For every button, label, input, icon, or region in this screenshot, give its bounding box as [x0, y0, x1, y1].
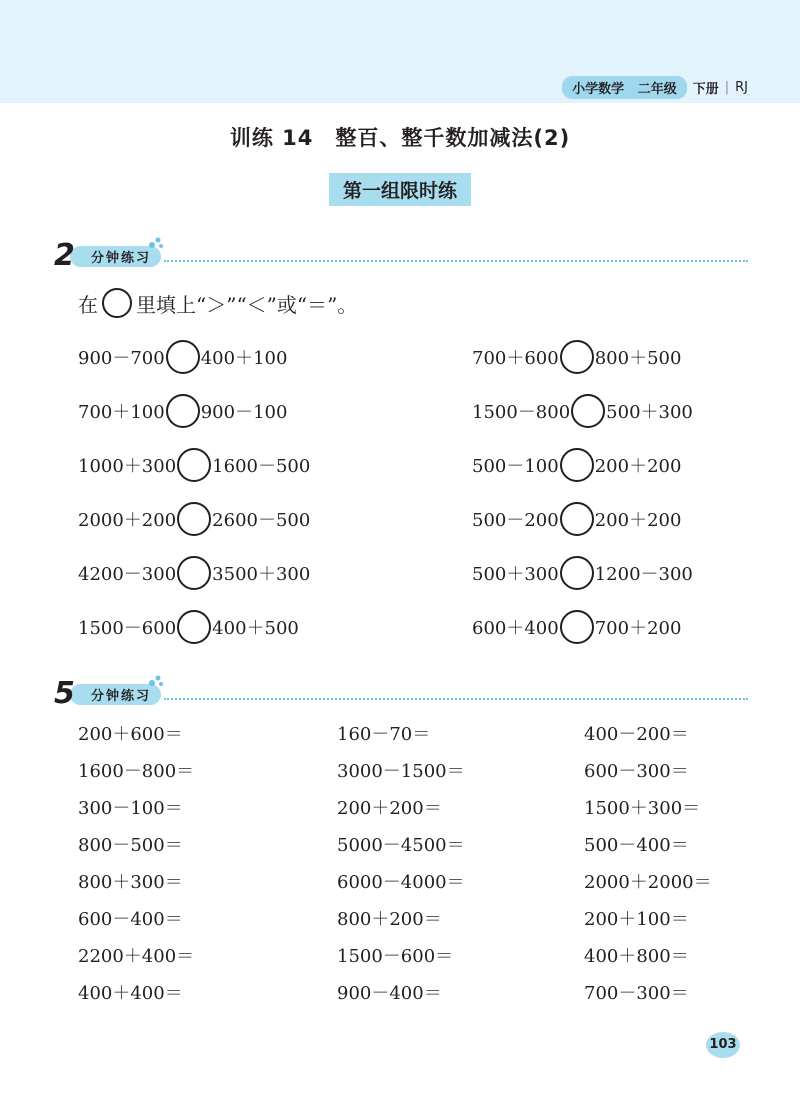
calc-item: 300－100＝ [78, 798, 183, 819]
answer-circle[interactable] [177, 610, 211, 644]
compare-right-expr: 1200－300 [594, 564, 693, 585]
compare-item [78, 448, 310, 482]
compare-right-expr: 400＋100 [200, 348, 288, 369]
calc-item: 2200＋400＝ [78, 946, 195, 967]
compare-item [472, 448, 681, 482]
calc-item: 600－400＝ [78, 909, 183, 930]
compare-left-expr: 500＋300 [472, 564, 559, 585]
calc-item: 900－400＝ [337, 983, 442, 1004]
calc-item: 3000－1500＝ [337, 761, 465, 782]
calc-item: 800＋200＝ [337, 909, 442, 930]
compare-right-expr: 900－100 [200, 402, 288, 423]
compare-right-expr: 500＋300 [606, 402, 693, 423]
compare-left-expr: 2000＋200 [78, 510, 177, 531]
subject-grade-pill [562, 76, 687, 99]
answer-circle[interactable] [560, 448, 594, 482]
calc-item: 400－200＝ [584, 724, 689, 745]
section-2-dotted-rule [164, 698, 748, 700]
page-number: 103 [706, 1032, 740, 1058]
compare-item [472, 502, 681, 536]
blank-circle-icon [102, 288, 132, 318]
edition-label: RJ [735, 80, 748, 95]
section-1-header [54, 238, 748, 274]
calc-item: 400＋800＝ [584, 946, 689, 967]
answer-circle[interactable] [166, 394, 200, 428]
compare-left-expr: 600＋400 [472, 618, 559, 639]
calc-item: 1500－600＝ [337, 946, 454, 967]
calc-item: 600－300＝ [584, 761, 689, 782]
section-2-label: 分钟练习 [91, 689, 152, 704]
splash-icon [148, 236, 164, 250]
grade-label: 二年级 [637, 82, 677, 97]
splash-icon [148, 674, 164, 688]
calc-item: 700－300＝ [584, 983, 689, 1004]
compare-right-expr: 700＋200 [594, 618, 682, 639]
compare-right-expr: 2600－500 [212, 510, 311, 531]
volume-label: 下册 [692, 82, 719, 97]
answer-circle[interactable] [166, 340, 200, 374]
compare-right-expr: 1600－500 [212, 456, 311, 477]
compare-right-expr: 800＋500 [594, 348, 682, 369]
page-subtitle: 第一组限时练 [329, 173, 471, 206]
compare-item [78, 502, 310, 536]
section-1-dotted-rule [164, 260, 748, 262]
compare-left-expr: 1000＋300 [78, 456, 177, 477]
compare-left-expr: 700＋600 [472, 348, 559, 369]
compare-left-expr: 500－100 [472, 456, 559, 477]
compare-left-expr: 900－700 [78, 348, 165, 369]
calc-item: 6000－4000＝ [337, 872, 465, 893]
instruction-prefix: 在 [78, 292, 98, 317]
calc-item: 800－500＝ [78, 835, 183, 856]
subtitle-wrap [0, 173, 800, 206]
section-2-header [54, 676, 748, 712]
compare-left-expr: 1500－800 [472, 402, 571, 423]
calc-item: 800＋300＝ [78, 872, 183, 893]
compare-left-expr: 4200－300 [78, 564, 177, 585]
calc-item: 200＋200＝ [337, 798, 442, 819]
answer-circle[interactable] [571, 394, 605, 428]
calc-item: 200＋100＝ [584, 909, 689, 930]
calc-item: 5000－4500＝ [337, 835, 465, 856]
compare-left-expr: 700＋100 [78, 402, 165, 423]
compare-right-expr: 200＋200 [594, 456, 682, 477]
header-tag [562, 76, 748, 99]
compare-right-expr: 400＋500 [212, 618, 299, 639]
compare-item [78, 556, 310, 590]
compare-right-expr: 3500＋300 [212, 564, 311, 585]
calc-item: 500－400＝ [584, 835, 689, 856]
answer-circle[interactable] [560, 556, 594, 590]
compare-item [78, 340, 287, 374]
calc-item: 160－70＝ [337, 724, 431, 745]
compare-item [472, 556, 693, 590]
answer-circle[interactable] [177, 556, 211, 590]
calc-item: 1600－800＝ [78, 761, 195, 782]
instruction [78, 288, 357, 318]
instruction-suffix: 里填上“＞”“＜”或“＝”。 [136, 292, 358, 317]
answer-circle[interactable] [177, 502, 211, 536]
page-title: 训练 14 整百、整千数加减法(2) [229, 126, 571, 150]
calc-item: 1500＋300＝ [584, 798, 701, 819]
section-1-label: 分钟练习 [91, 251, 152, 266]
compare-left-expr: 1500－600 [78, 618, 177, 639]
section-1-number: 2 [54, 238, 75, 273]
answer-circle[interactable] [560, 502, 594, 536]
calc-item: 2000＋2000＝ [584, 872, 712, 893]
section-2-number: 5 [54, 676, 75, 711]
answer-circle[interactable] [560, 610, 594, 644]
calc-item: 200＋600＝ [78, 724, 183, 745]
compare-item [78, 610, 299, 644]
answer-circle[interactable] [177, 448, 211, 482]
compare-right-expr: 200＋200 [594, 510, 682, 531]
compare-item [472, 394, 693, 428]
compare-item [472, 610, 681, 644]
subject-label: 小学数学 [572, 82, 625, 97]
calc-item: 400＋400＝ [78, 983, 183, 1004]
compare-left-expr: 500－200 [472, 510, 559, 531]
compare-item [472, 340, 681, 374]
compare-item [78, 394, 287, 428]
header-divider: | [724, 80, 730, 95]
answer-circle[interactable] [560, 340, 594, 374]
